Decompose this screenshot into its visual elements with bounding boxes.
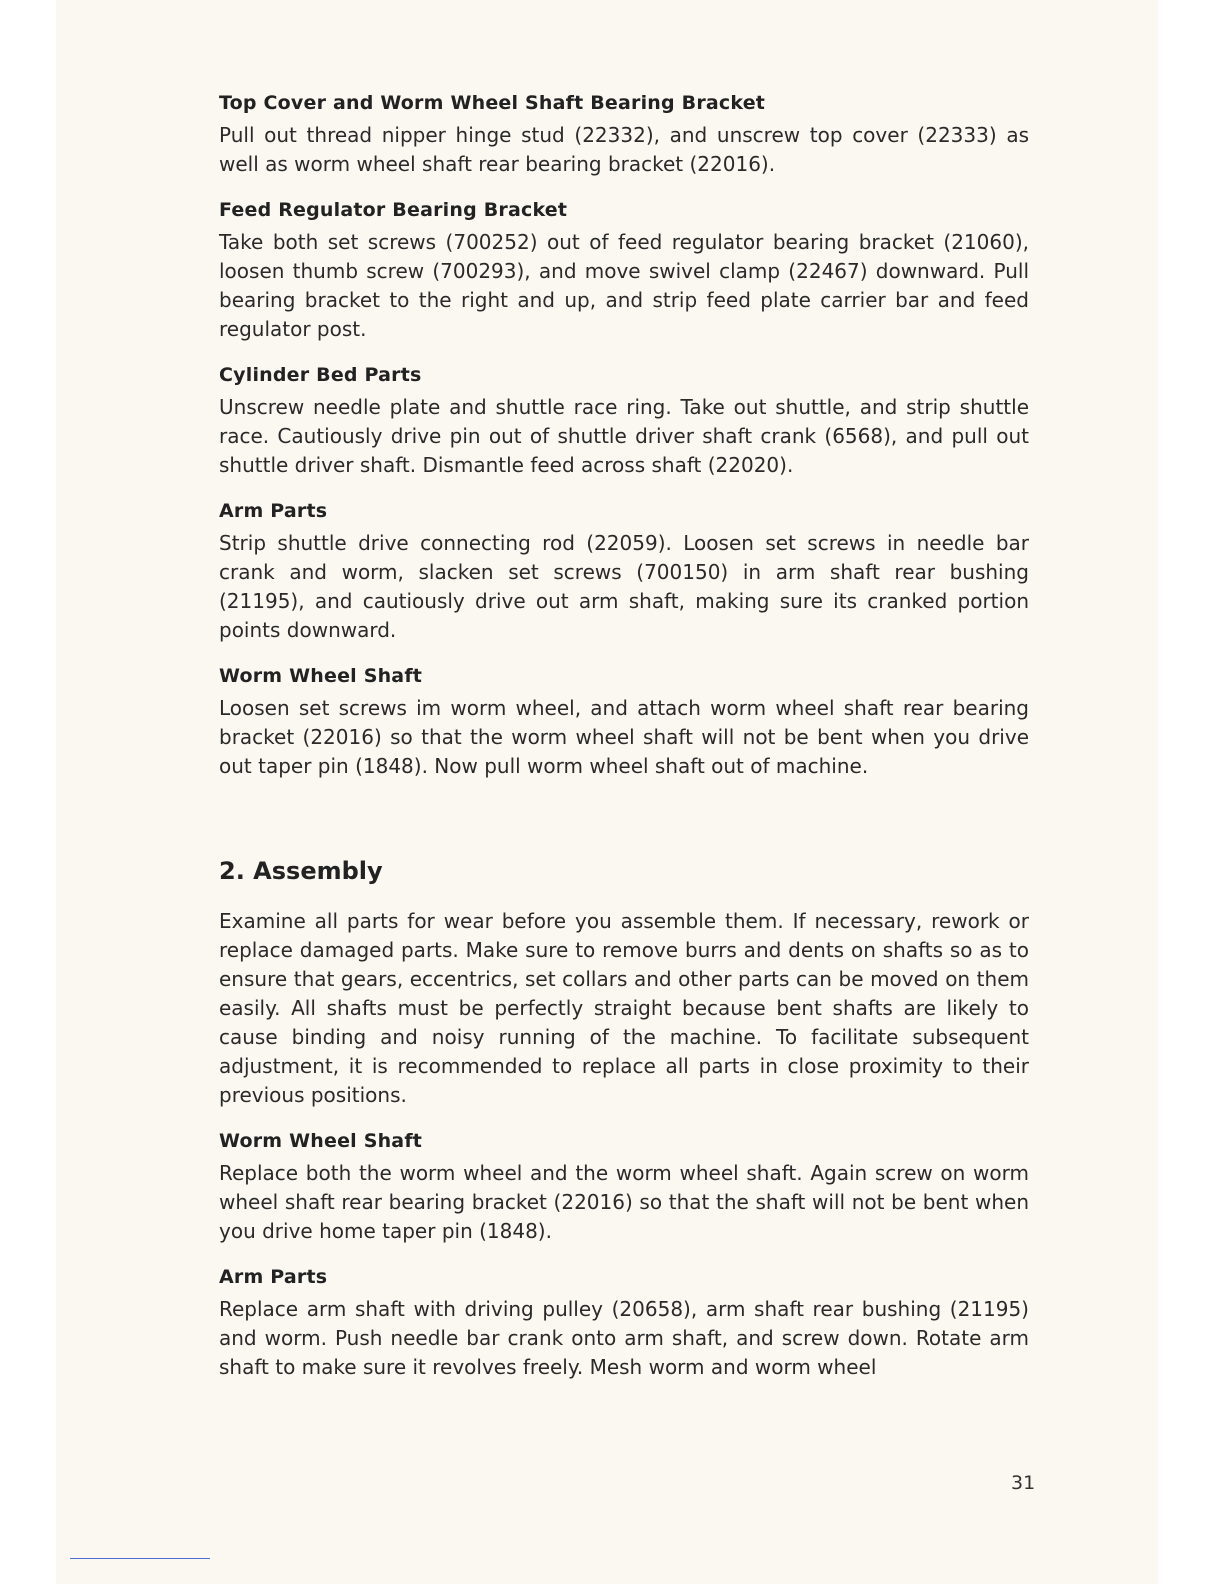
assembly-section-worm-wheel-shaft xyxy=(219,1130,1029,1246)
section-heading: Cylinder Bed Parts xyxy=(219,364,422,386)
section-heading: Feed Regulator Bearing Bracket xyxy=(219,199,568,221)
assembly-intro: Examine all parts for wear before you assemble them. If necessary, rework or replace damaged parts. Make sure to remove burrs and dents on shafts so as to ensure that gears, eccentrics, set collars and other parts can be moved on them easily. All shafts must be perfectly straight because bent shafts are likely to cause binding and noisy running of the machine. To facilitate subsequent adjustment, it is recommended to replace all parts in close proximity to their previous positions. xyxy=(219,909,1029,1107)
assembly-section-arm-parts xyxy=(219,1266,1029,1382)
page-content xyxy=(219,92,1029,1402)
section-heading: Arm Parts xyxy=(219,1266,328,1288)
section-text: Loosen set screws im worm wheel, and attach worm wheel shaft rear bearing bracket (22016) so that the worm wheel shaft will not be bent when you drive out taper pin (1848). Now pull worm wheel shaft out of machine. xyxy=(219,696,1029,778)
section-text: Strip shuttle drive connecting rod (22059). Loosen set screws in needle bar crank and worm, slacken set screws (700150) in arm shaft rear bushing (21195), and cautiously drive out arm shaft, making sure its cranked portion points downward. xyxy=(219,531,1029,642)
page-number: 31 xyxy=(1011,1472,1036,1494)
section-text: Unscrew needle plate and shuttle race ring. Take out shuttle, and strip shuttle race. Cautiously drive pin out of shuttle driver shaft crank (6568), and pull out shuttle driver shaft. Dismantle feed across shaft (22020). xyxy=(219,395,1029,477)
section-feed-regulator xyxy=(219,199,1029,344)
assembly-intro-section xyxy=(219,907,1029,1110)
section-heading: Worm Wheel Shaft xyxy=(219,665,423,687)
section-text: Replace both the worm wheel and the worm wheel shaft. Again screw on worm wheel shaft rear bearing bracket (22016) so that the shaft will not be bent when you drive home taper pin (1848). xyxy=(219,1161,1029,1243)
section-text: Replace arm shaft with driving pulley (20658), arm shaft rear bushing (21195) and worm. Push needle bar crank onto arm shaft, and screw down. Rotate arm shaft to make sure it revolves freely. Mesh worm and worm wheel xyxy=(219,1297,1029,1379)
section-heading: Worm Wheel Shaft xyxy=(219,1130,423,1152)
section-top-cover xyxy=(219,92,1029,179)
section-heading: Top Cover and Worm Wheel Shaft Bearing Bracket xyxy=(219,92,766,114)
section-arm-parts xyxy=(219,500,1029,645)
footer-divider xyxy=(70,1558,210,1559)
document-page xyxy=(56,0,1158,1584)
assembly-title: 2. Assembly xyxy=(219,857,383,885)
section-worm-wheel-shaft xyxy=(219,665,1029,781)
section-cylinder-bed xyxy=(219,364,1029,480)
section-text: Take both set screws (700252) out of feed regulator bearing bracket (21060), loosen thumb screw (700293), and move swivel clamp (22467) downward. Pull bearing bracket to the right and up, and strip feed plate carrier bar and feed regulator post. xyxy=(219,230,1029,341)
section-text: Pull out thread nipper hinge stud (22332), and unscrew top cover (22333) as well as worm wheel shaft rear bearing bracket (22016). xyxy=(219,123,1029,176)
section-heading: Arm Parts xyxy=(219,500,328,522)
